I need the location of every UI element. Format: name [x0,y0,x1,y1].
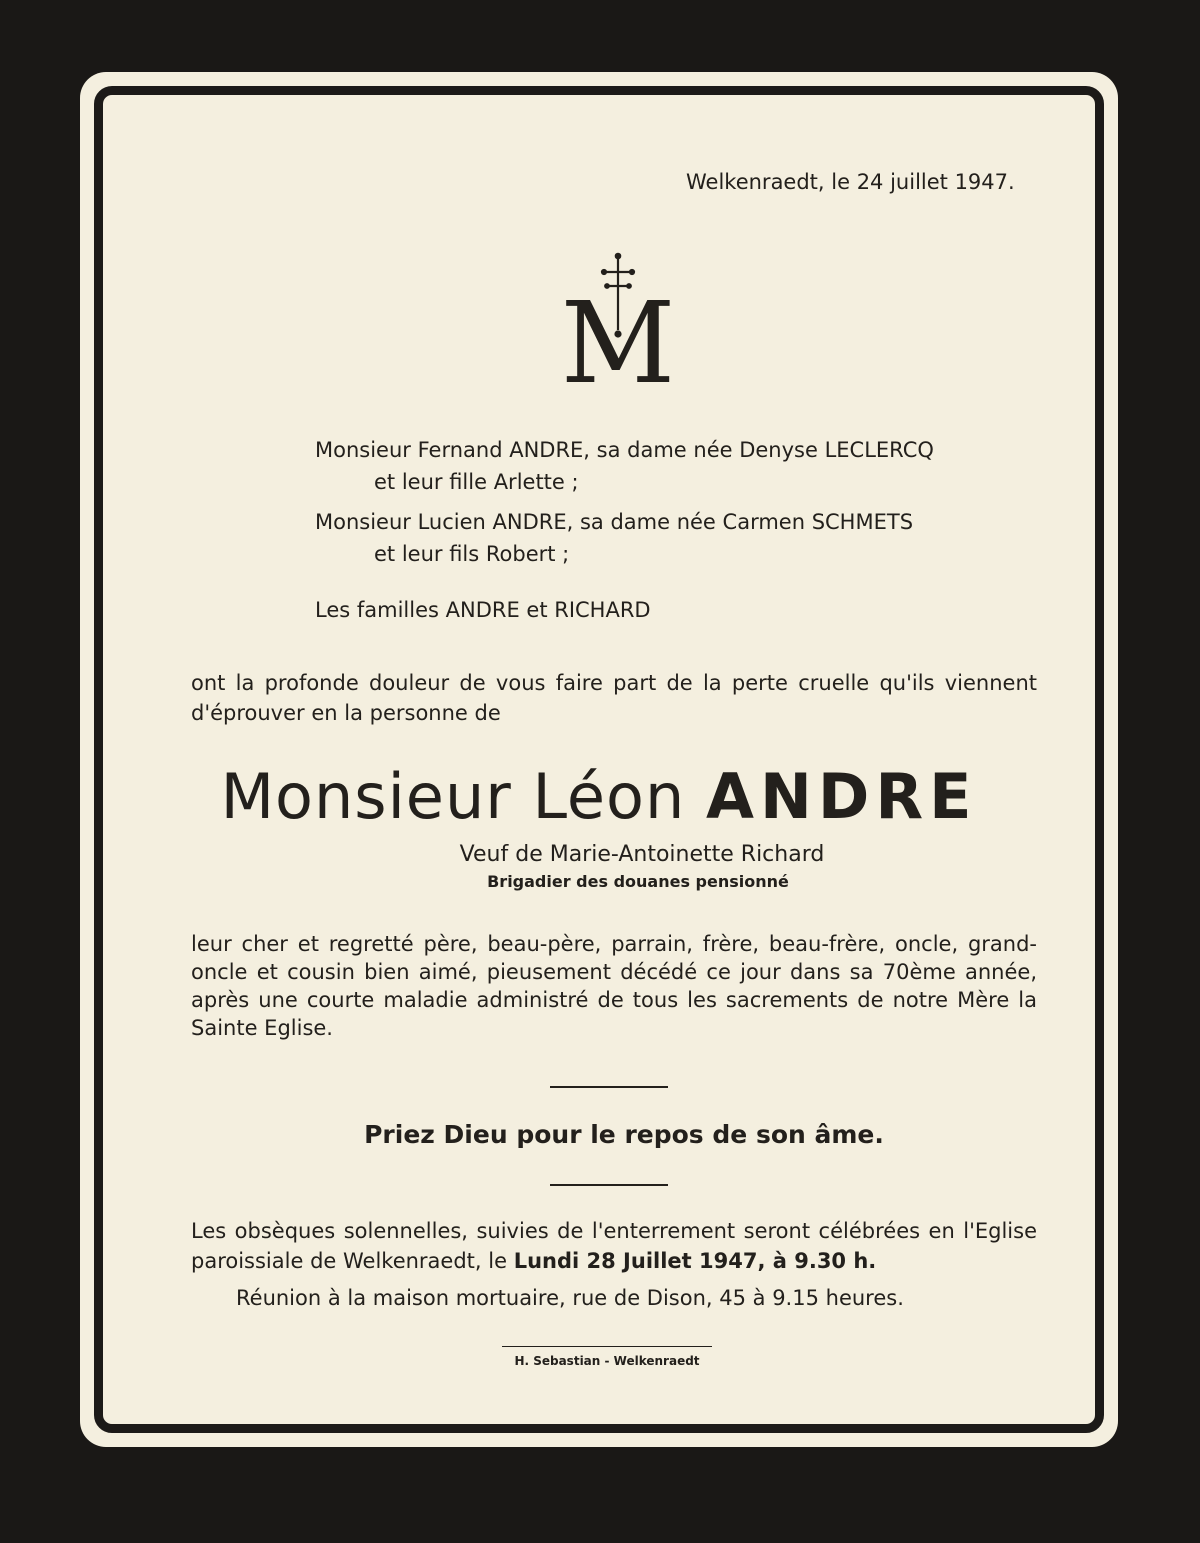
printer-rule [502,1346,712,1347]
funeral-datetime: Lundi 28 Juillet 1947, à 9.30 h. [513,1249,877,1273]
intro-paragraph: ont la profonde douleur de vous faire part de la perte cruelle qu'ils viennent d'éprouver en la personne de [191,671,1037,725]
family-2-line-1: Monsieur Lucien ANDRE, sa dame née Carmen SCHMETS [315,510,914,534]
family-1-line-1: Monsieur Fernand ANDRE, sa dame née Denyse LECLERCQ [315,438,934,462]
deceased-name [80,760,1118,833]
widower-of: Veuf de Marie-Antoinette Richard [459,842,825,867]
deceased-first-name: Monsieur Léon [220,760,686,833]
deceased-surname: ANDRE [706,760,978,833]
marian-monogram [548,252,688,392]
funeral-text: Les obsèques solennelles, suivies de l'enterrement seront célébrées en l'Eglise paroissiale de Welkenraedt, le [191,1219,1037,1273]
funeral-paragraph [191,1216,1037,1276]
eulogy-paragraph: leur cher et regretté père, beau-père, parrain, frère, beau-frère, oncle, grand-oncle et cousin bien aimé, pieusement décédé ce jour dans sa 70ème année, après une courte maladie administré de tous les sacrements de notre Mère la Sainte Eglise. [191,932,1037,1040]
prayer-line: Priez Dieu pour le repos de son âme. [364,1120,884,1149]
printer-credit: H. Sebastian - Welkenraedt [514,1354,700,1368]
funeral-notice-card [80,72,1118,1447]
occupation: Brigadier des douanes pensionné [487,872,789,891]
family-3-line-1: Les familles ANDRE et RICHARD [315,598,651,622]
place-date: Welkenraedt, le 24 juillet 1947. [686,170,1015,194]
gathering-line: Réunion à la maison mortuaire, rue de Dison, 45 à 9.15 heures. [236,1286,904,1310]
divider-top [550,1086,668,1088]
divider-bottom [550,1184,668,1186]
family-1-line-2: et leur fille Arlette ; [374,470,579,494]
monogram-letter: M [560,279,676,392]
family-2-line-2: et leur fils Robert ; [374,542,570,566]
